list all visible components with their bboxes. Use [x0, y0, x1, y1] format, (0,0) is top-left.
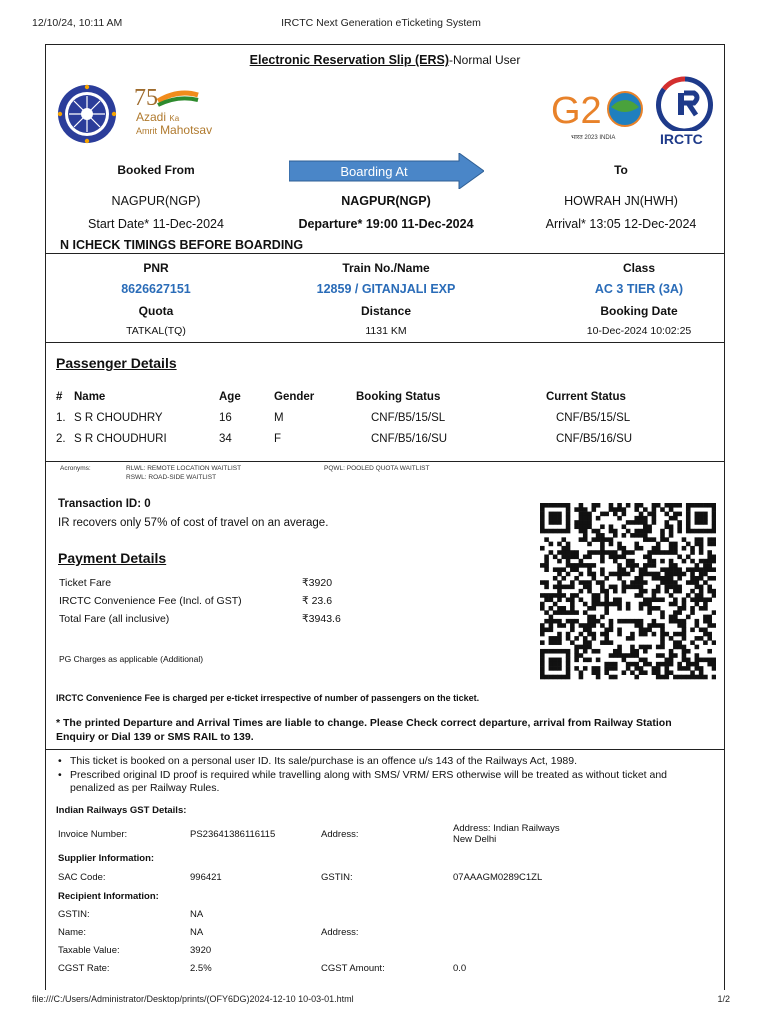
from-station: NAGPUR(NGP): [111, 194, 201, 208]
class-label: Class: [622, 261, 656, 275]
irctc-icon: [654, 75, 716, 131]
booking-date-label: Booking Date: [600, 304, 678, 318]
train-value: 12859 / GITANJALI EXP: [316, 282, 456, 296]
invoice-value: PS23641386116115: [190, 828, 276, 840]
azadi-75-icon: [134, 83, 204, 113]
recipient-name-label: Name:: [58, 926, 86, 938]
recipient-address-label: Address:: [321, 926, 359, 938]
passenger-num: 2.: [56, 432, 66, 445]
to-station: HOWRAH JN(HWH): [564, 194, 678, 208]
acronyms-label: Acronyms:: [60, 465, 91, 472]
table-row: [56, 428, 706, 449]
fare-value: ₹ 23.6: [302, 595, 333, 607]
table-row: [58, 923, 653, 941]
passenger-gender: M: [274, 411, 284, 424]
gst-heading: Indian Railways GST Details:: [56, 805, 187, 816]
arrival-time: Arrival* 13:05 12-Dec-2024: [545, 217, 697, 231]
indian-railways-logo-icon: [56, 83, 118, 145]
g20-subtitle: भारत 2023 INDIA: [571, 135, 616, 141]
fare-value: ₹3943.6: [302, 613, 341, 625]
table-row: [58, 959, 653, 977]
to-label: To: [614, 163, 628, 177]
divider: [46, 253, 724, 254]
irctc-logo: [654, 75, 716, 151]
azadi-word: Azadi: [136, 110, 167, 124]
irctc-label: IRCTC: [660, 131, 703, 147]
passenger-booking-status: CNF/B5/16/SU: [371, 432, 448, 445]
convenience-fee-note: IRCTC Convenience Fee is charged per e-ticket irrespective of number of passengers on the ticket.: [56, 693, 480, 703]
table-row: [56, 407, 706, 428]
table-row: [59, 574, 341, 592]
quota-label: Quota: [138, 304, 174, 318]
passenger-current-status: CNF/B5/16/SU: [556, 432, 633, 445]
passenger-current-status: CNF/B5/15/SL: [556, 411, 631, 424]
table-row: [58, 941, 653, 959]
rules-list: [56, 755, 714, 796]
azadi-mahotsav: Mahotsav: [160, 123, 213, 137]
table-row: [58, 849, 653, 868]
gstin-value: 07AAAGM0289C1ZL: [453, 872, 543, 883]
supplier-heading: Supplier Information:: [58, 853, 155, 864]
table-row: [58, 868, 653, 887]
g20-icon: [551, 83, 646, 133]
ers-title-sub: -Normal User: [449, 53, 521, 67]
svg-text:G2: G2: [551, 90, 602, 132]
ers-title-main: Electronic Reservation Slip (ERS): [249, 53, 449, 67]
divider: [46, 749, 724, 750]
passenger-name: S R CHOUDHRY: [74, 411, 163, 424]
passenger-age: 16: [219, 411, 232, 424]
print-title: IRCTC Next Generation eTicketing System: [281, 17, 481, 29]
print-footer: [32, 994, 730, 1004]
acronym-rswl: RSWL: ROAD-SIDE WAITLIST: [126, 474, 217, 481]
page-number: 1/2: [717, 994, 730, 1004]
transaction-id: Transaction ID: 0: [58, 498, 151, 510]
list-item: • This ticket is booked on a personal user ID. Its sale/purchase is an offence u/s 143 of the Railways Act, 1989.: [56, 755, 714, 768]
table-row: [59, 592, 341, 610]
booked-from-label: Booked From: [117, 163, 195, 177]
class-value: AC 3 TIER (3A): [594, 282, 684, 296]
print-datetime: 12/10/24, 10:11 AM: [32, 17, 123, 29]
cgst-amount-label: CGST Amount:: [321, 962, 385, 974]
fare-label: Total Fare (all inclusive): [59, 613, 170, 625]
passenger-table: [56, 386, 706, 449]
recipient-gstin-label: GSTIN:: [58, 908, 90, 920]
divider: [46, 461, 724, 462]
print-header: [32, 17, 730, 31]
boarding-station: NAGPUR(NGP): [341, 194, 431, 208]
passenger-num: 1.: [56, 411, 66, 424]
svg-text:75: 75: [134, 85, 158, 111]
azadi-amrit: Amrit: [136, 126, 157, 136]
cgst-amount-value: 0.0: [453, 962, 467, 974]
acronym-pqwl: PQWL: POOLED QUOTA WAITLIST: [324, 465, 430, 472]
cgst-rate-label: CGST Rate:: [58, 962, 110, 974]
table-row: [59, 610, 341, 628]
ers-document: [45, 44, 725, 990]
departure-time: Departure* 19:00 11-Dec-2024: [298, 217, 474, 231]
sac-value: 996421: [190, 872, 222, 883]
file-path: file:///C:/Users/Administrator/Desktop/prints/(OFY6DG)2024-12-10 10-03-01.html: [32, 994, 354, 1004]
list-item: • Prescribed original ID proof is required while travelling along with SMS/ VRM/ ERS otherwise will be treated as without ticket and penalized as per Railway Rules.: [56, 769, 714, 795]
quota-value: TATKAL(TQ): [126, 325, 186, 337]
recipient-heading: Recipient Information:: [58, 890, 159, 902]
start-date: Start Date* 11-Dec-2024: [88, 217, 224, 231]
train-label: Train No./Name: [342, 261, 430, 275]
g20-logo: [551, 83, 646, 149]
col-gender: Gender: [274, 390, 315, 403]
passenger-name: S R CHOUDHURI: [74, 432, 167, 445]
col-current-status: Current Status: [546, 390, 626, 403]
acronym-rlwl: RLWL: REMOTE LOCATION WAITLIST: [126, 465, 242, 472]
fare-value: ₹3920: [302, 577, 333, 589]
payment-details-heading: Payment Details: [58, 550, 167, 566]
pg-charges-note: PG Charges as applicable (Additional): [59, 654, 204, 664]
table-row: [58, 905, 653, 923]
passenger-booking-status: CNF/B5/15/SL: [371, 411, 446, 424]
booking-date-value: 10-Dec-2024 10:02:25: [586, 325, 692, 337]
cgst-rate-value: 2.5%: [190, 962, 212, 974]
table-row: [58, 887, 653, 905]
table-row: [58, 819, 653, 849]
payment-table: [59, 574, 341, 628]
distance-label: Distance: [360, 304, 412, 318]
address-line2: New Delhi: [453, 834, 497, 845]
check-timings-notice: N ICHECK TIMINGS BEFORE BOARDING: [60, 238, 304, 252]
passenger-age: 34: [219, 432, 232, 445]
distance-value: 1131 KM: [365, 325, 407, 337]
fare-label: Ticket Fare: [59, 577, 112, 589]
passenger-details-heading: Passenger Details: [56, 355, 177, 371]
pnr-label: PNR: [143, 261, 169, 275]
sac-label: SAC Code:: [58, 872, 106, 883]
ers-title: [46, 53, 724, 67]
invoice-label: Invoice Number:: [58, 828, 128, 840]
taxable-label: Taxable Value:: [58, 944, 120, 956]
col-name: Name: [74, 390, 106, 403]
divider: [46, 342, 724, 343]
fare-label: IRCTC Convenience Fee (Incl. of GST): [59, 595, 242, 607]
address-label: Address:: [321, 828, 359, 840]
recipient-gstin-value: NA: [190, 908, 204, 920]
passenger-gender: F: [274, 432, 282, 445]
azadi-ka-amrit-mahotsav-logo: [134, 83, 224, 143]
qr-code-icon: [540, 503, 716, 681]
boarding-at-label: Boarding At: [340, 164, 408, 179]
cost-recovery-note: IR recovers only 57% of cost of travel on an average.: [58, 517, 329, 529]
col-booking-status: Booking Status: [356, 390, 441, 403]
address-line1: Address: Indian Railways: [453, 823, 560, 834]
col-num: #: [56, 390, 63, 403]
azadi-ka: Ka: [169, 114, 180, 123]
col-age: Age: [219, 390, 241, 403]
passenger-table-header: [56, 386, 706, 407]
pnr-value: 8626627151: [121, 282, 191, 296]
recipient-name-value: NA: [190, 926, 204, 938]
gstin-label: GSTIN:: [321, 872, 353, 883]
timing-change-note: * The printed Departure and Arrival Times are liable to change. Please Check correct departure, arrival from Railway Station Enquiry or Dial 139 or SMS RAIL to 139.: [56, 717, 672, 743]
taxable-value: 3920: [190, 944, 212, 956]
gst-table: [58, 819, 653, 977]
